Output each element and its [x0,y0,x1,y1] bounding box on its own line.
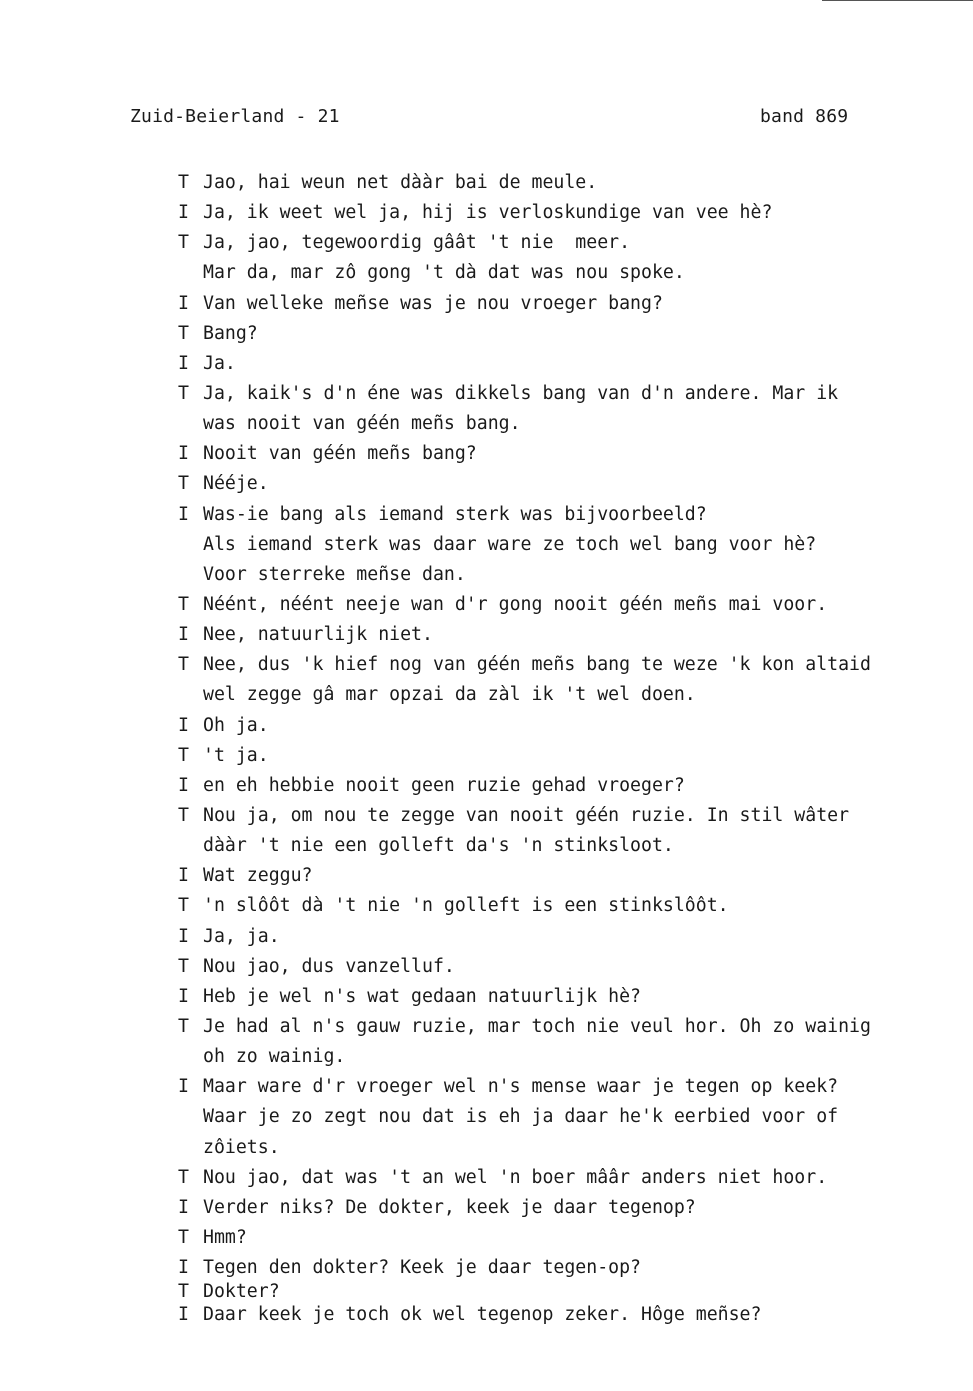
transcript-line [178,711,968,741]
utterance-text: wel zegge gâ mar opzai da zàl ik 't wel doen. [203,684,696,706]
transcript-line [178,500,968,530]
speaker-label: I [178,985,189,1007]
speaker-label: T [178,1166,189,1188]
transcript-line [178,1253,968,1283]
utterance-text: Tegen den dokter? Keek je daar tegen-op? [203,1257,641,1279]
speaker-label: I [178,503,189,525]
transcript-line [178,650,968,680]
speaker-label: T [178,654,189,676]
transcript-line [178,741,968,771]
transcript-line [178,922,968,952]
utterance-text: Ja, jao, tegewoordig gâât 't nie meer. [203,232,631,254]
transcript-line [178,1163,968,1193]
utterance-text: Waar je zo zegt nou dat is eh ja daar he'k eerbied voor of [203,1106,839,1128]
transcript-line [178,560,968,590]
page-header-left: Zuid-Beierland - 21 [130,106,340,127]
transcript-line [178,1193,968,1223]
transcript-line [178,1042,968,1072]
utterance-text: was nooit van géén meñs bang. [203,413,521,435]
utterance-text: Jao, hai weun net dààr bai de meule. [203,172,598,193]
speaker-label: T [178,593,189,615]
utterance-text: Je had al n's gauw ruzie, mar toch nie veul hor. Oh zo wainig [203,1015,871,1037]
transcript-line [178,771,968,801]
transcript-line [178,680,968,710]
utterance-text: Ja, kaik's d'n éne was dikkels bang van d'n andere. Mar ik [203,382,839,404]
transcript-line [178,590,968,620]
transcript-line [178,439,968,469]
speaker-label: I [178,202,189,224]
utterance-text: Ja, ja. [203,925,280,947]
speaker-label: T [178,322,189,344]
transcript-line [178,530,968,560]
utterance-text: 'n slôôt dà 't nie 'n golleft is een stinkslôôt. [203,895,729,917]
transcript-line [178,228,968,258]
speaker-label: I [178,1076,189,1098]
utterance-text: Wat zeggu? [203,865,313,887]
speaker-label: T [178,232,189,254]
utterance-text: Verder niks? De dokter, keek je daar tegenop? [203,1196,696,1218]
speaker-label: T [178,955,189,977]
utterance-text: dààr 't nie een golleft da's 'n stinksloot. [203,835,674,857]
utterance-text: Nooit van géén meñs bang? [203,443,477,465]
utterance-text: Daar keek je toch ok wel tegenop zeker. Hôge meñse? [203,1304,762,1326]
transcript-line [178,801,968,831]
speaker-label: I [178,624,189,646]
speaker-label: T [178,172,189,193]
speaker-label: I [178,443,189,465]
utterance-text: Was-ie bang als iemand sterk was bijvoorbeeld? [203,503,707,525]
utterance-text: en eh hebbie nooit geen ruzie gehad vroeger? [203,774,685,796]
transcript-line [178,982,968,1012]
speaker-label: T [178,744,189,766]
transcript-line [178,1223,968,1253]
utterance-text: Maar ware d'r vroeger wel n's mense waar je tegen op keek? [203,1076,839,1098]
utterance-text: Heb je wel n's wat gedaan natuurlijk hè? [203,985,641,1007]
speaker-label: I [178,1196,189,1218]
transcript [178,168,968,1330]
transcript-line [178,349,968,379]
transcript-line [178,168,968,198]
speaker-label: I [178,1304,189,1326]
utterance-text: 't ja. [203,744,269,766]
speaker-label: I [178,1257,189,1279]
transcript-line [178,1281,968,1303]
speaker-label: T [178,1281,189,1303]
utterance-text: Als iemand sterk was daar ware ze toch wel bang voor hè? [203,533,817,555]
utterance-text: Nou jao, dus vanzelluf. [203,955,455,977]
utterance-text: Dokter? [203,1281,280,1303]
speaker-label: T [178,1015,189,1037]
transcript-line [178,1300,968,1330]
transcript-line [178,469,968,499]
utterance-text: Van welleke meñse was je nou vroeger bang? [203,292,663,314]
speaker-label: I [178,292,189,314]
speaker-label: I [178,925,189,947]
speaker-label: I [178,865,189,887]
transcript-line [178,289,968,319]
speaker-label: T [178,804,189,826]
utterance-text: Nee, dus 'k hief nog van géén meñs bang te weze 'k kon altaid [203,654,871,676]
utterance-text: Hmm? [203,1226,247,1248]
transcript-line [178,319,968,349]
transcript-line [178,891,968,921]
speaker-label: T [178,1226,189,1248]
speaker-label: I [178,714,189,736]
transcript-line [178,198,968,228]
transcript-line [178,1133,968,1163]
utterance-text: Voor sterreke meñse dan. [203,563,466,585]
top-rule [822,0,973,1]
utterance-text: Nééje. [203,473,269,495]
speaker-label: T [178,895,189,917]
transcript-line [178,1012,968,1042]
page-header-right: band 869 [760,106,849,127]
utterance-text: Ja, ik weet wel ja, hij is verloskundige van vee hè? [203,202,773,224]
transcript-line [178,1072,968,1102]
utterance-text: Néént, néént neeje wan d'r gong nooit géén meñs mai voor. [203,593,828,615]
utterance-text: Oh ja. [203,714,269,736]
utterance-text: Nou ja, om nou te zegge van nooit géén ruzie. In stil wâter [203,804,850,826]
speaker-label: T [178,473,189,495]
speaker-label: I [178,352,189,374]
utterance-text: Mar da, mar zô gong 't dà dat was nou spoke. [203,262,685,284]
transcript-line [178,620,968,650]
utterance-text: oh zo wainig. [203,1046,346,1068]
transcript-line [178,831,968,861]
transcript-line [178,861,968,891]
transcript-line [178,379,968,409]
transcript-line [178,258,968,288]
utterance-text: zôiets. [203,1136,280,1158]
utterance-text: Bang? [203,322,258,344]
transcript-line [178,952,968,982]
speaker-label: T [178,382,189,404]
speaker-label: I [178,774,189,796]
transcript-line [178,1102,968,1132]
transcript-line [178,409,968,439]
utterance-text: Nee, natuurlijk niet. [203,624,433,646]
utterance-text: Nou jao, dat was 't an wel 'n boer mââr anders niet hoor. [203,1166,828,1188]
utterance-text: Ja. [203,352,236,374]
